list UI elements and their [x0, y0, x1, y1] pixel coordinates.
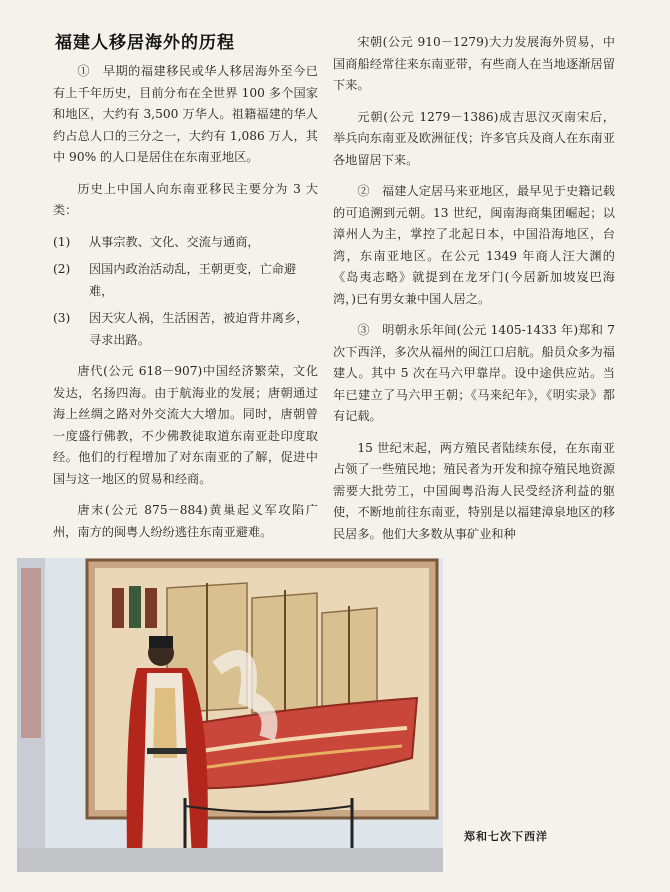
zheng-he-exhibit-illustration: [17, 558, 443, 872]
list-item: [53, 232, 318, 254]
list-item: [53, 308, 318, 351]
paragraph: 宋朝(公元 910－1279)大力发展海外贸易，中国商船经常往来东南亚带，有些商人在当地逐渐居留下来。: [333, 35, 615, 92]
list-item-number: (3): [53, 311, 71, 325]
list-item-number: (1): [53, 234, 71, 249]
paragraph: ③ 明朝永乐年间(公元 1405-1433 年)郑和 7 次下西洋，多次从福州的闽江口启航。船员众多为福建人。其中 5 次在马六甲靠岸。设中途供应站。当年已建立了马六甲王朝；《马来纪年》，《明实录》都有记载。: [333, 323, 615, 423]
list-item-text: 因天灾人祸，生活困苦，被迫背井离乡，寻求出路。: [89, 311, 309, 347]
article-title: 福建人移居海外的历程: [55, 33, 235, 53]
paragraph: 15 世纪末起，两方殖民者陆续东侵，在东南亚占领了一些殖民地；殖民者为开发和掠夺殖民地资源需要大批劳工，中国闽粤沿海人民受经济利益的躯使，不断地前往东南亚，特别是以福建漳泉地区的移民居多。他们大多数从事矿业和种: [333, 440, 615, 541]
paragraph: ① 早期的福建移民或华人移居海外至今已有上千年历史，目前分布在全世界 100 多个国家和地区，大约有 3,500 万华人。祖籍福建的华人约占总人口的三分之一，大约有 1,086 万人，其中 90% 的人口是居住在东南亚地区。: [53, 64, 318, 164]
list-item-text: 因国内政治活动乱，王朝更变，亡命避难，: [89, 262, 297, 298]
migration-categories-list: [53, 232, 318, 352]
paragraph: 唐代(公元 618－907)中国经济繁荣，文化发达，名扬四海。由于航海业的发展；唐朝通过海上丝绸之路对外交流大大增加。同时，唐朝曾一度盛行佛教，不少佛教徒取道东南亚赴印度取经。他们的行程增加了对东南亚的了解，促进中国与这一地区的贸易和经商。: [53, 364, 318, 486]
right-column: [333, 32, 615, 555]
paragraph: ② 福建人定居马来亚地区，最早见于史籍记载的可追溯到元朝。13 世纪，闽南海商集团崛起；以漳州人为主，掌控了北起日本，中国沿海地区，台湾，东南亚地区。在公元 1349 年商人汪大渊的《岛夷志略》就提到在龙牙门(今居新加坡岌巴海湾，)已有男女兼中国人居之。: [333, 184, 615, 306]
paragraph: 元朝(公元 1279－1386)成吉思汉灭南宋后，举兵向东南亚及欧洲征伐；许多官兵及商人在东南亚各地留居下来。: [333, 109, 615, 167]
list-item-number: (2): [53, 262, 71, 276]
museum-photo: [17, 558, 443, 872]
left-column: [53, 28, 318, 553]
paragraph: 历史上中国人向东南亚移民主要分为 3 大类：: [53, 181, 318, 217]
list-item: [53, 259, 318, 302]
paragraph: 唐末(公元 875－884)黄巢起义军攻陷广州，南方的闽粤人纷纷逃往东南亚避难。: [53, 503, 318, 539]
photo-caption: 郑和七次下西洋: [464, 830, 548, 843]
list-item-text: 从事宗教、文化、交流与通商，: [89, 234, 260, 249]
